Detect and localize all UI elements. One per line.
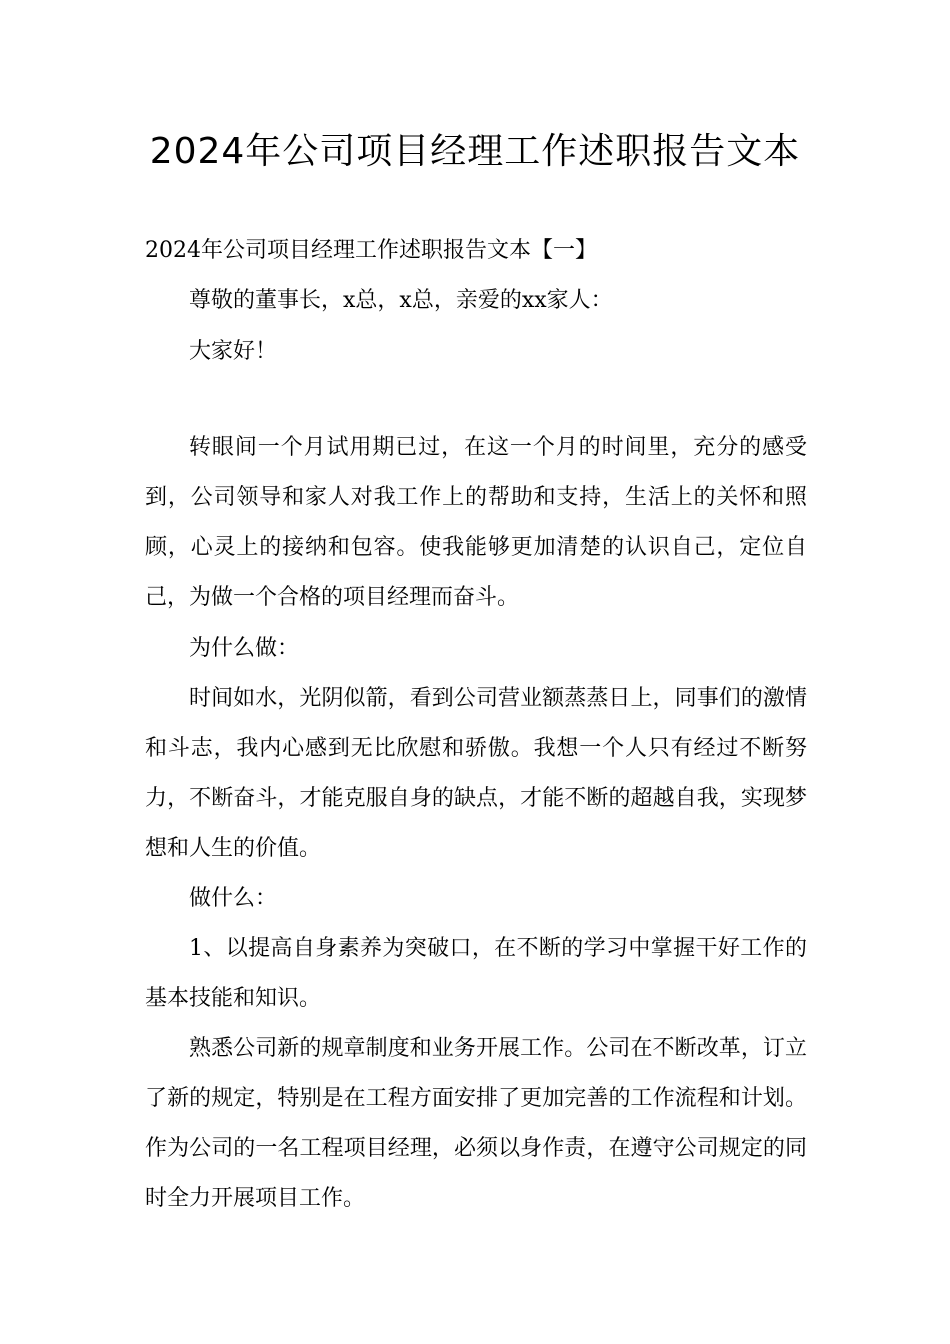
what-heading: 做什么： (189, 886, 278, 911)
section-heading: 2024年公司项目经理工作述职报告文本【一】 (145, 238, 597, 263)
rules-paragraph: 熟悉公司新的规章制度和业务开展工作。公司在不断改革，订立了新的规定，特别是在工程方面安排了更加完善的工作流程和计划。作为公司的一名工程项目经理，必须以身作责，在遵守公司规定的同时全力开展项目工作。 (145, 1036, 807, 1211)
why-heading: 为什么做： (189, 636, 300, 661)
intro-paragraph: 转眼间一个月试用期已过，在这一个月的时间里，充分的感受到，公司领导和家人对我工作上的帮助和支持，生活上的关怀和照顾，心灵上的接纳和包容。使我能够更加清楚的认识自己，定位自己，为做一个合格的项目经理而奋斗。 (145, 435, 807, 610)
why-paragraph: 时间如水，光阴似箭，看到公司营业额蒸蒸日上，同事们的激情和斗志，我内心感到无比欣慰和骄傲。我想一个人只有经过不断努力，不断奋斗，才能克服自身的缺点，才能不断的超越自我，实现梦想和人生的价值。 (145, 686, 807, 861)
greeting-paragraph: 大家好！ (189, 339, 278, 364)
salutation-paragraph: 尊敬的董事长，x总，x总，亲爱的xx家人： (189, 288, 613, 313)
document-title: 2024年公司项目经理工作述职报告文本 (149, 131, 801, 172)
list-item-1: 1、以提高自身素养为突破口，在不断的学习中掌握干好工作的基本技能和知识。 (145, 936, 807, 1011)
